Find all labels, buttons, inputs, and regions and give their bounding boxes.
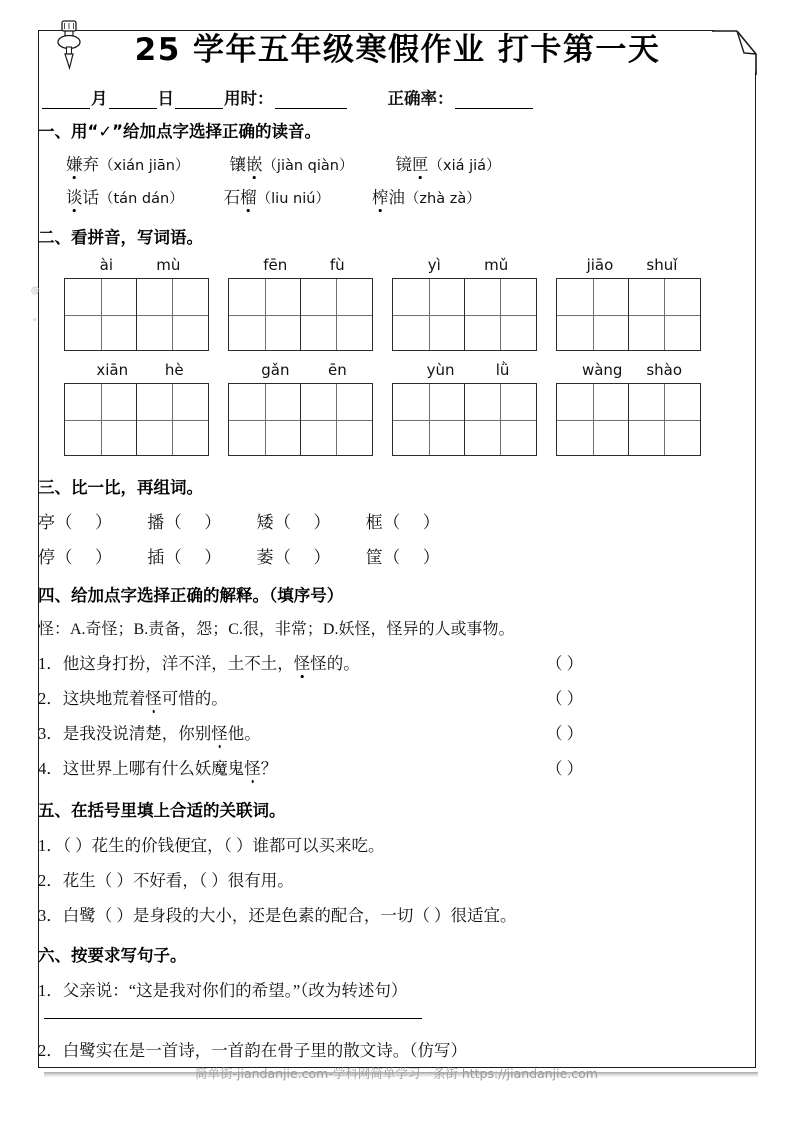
scan-artifact: @: [30, 285, 41, 297]
pinyin-choice-item: [224, 184, 330, 208]
word-text: 石榴: [224, 184, 257, 208]
pinyin-choice-item: [66, 184, 184, 208]
word-grid-cell: [64, 256, 216, 351]
question-item: 2．这块地荒着怪可惜的。 （ ）: [38, 685, 773, 709]
time-label: 用时：: [224, 89, 274, 108]
question-item[interactable]: 2．花生（ ）不好看，（ ）很有用。: [38, 871, 294, 890]
pinyin-options[interactable]: （tán dán）: [99, 191, 184, 207]
month-label: 月: [91, 89, 108, 108]
tianzige-box[interactable]: [300, 383, 373, 456]
day-label: 日: [157, 89, 174, 108]
time-value-blank[interactable]: [275, 93, 347, 109]
section-4-heading: 四、给加点字选择正确的解释。（填序号）: [38, 586, 344, 605]
tianzige-box[interactable]: [556, 278, 629, 351]
section-6-heading: 六、按要求写句子。: [38, 946, 187, 965]
word-grid-cell: [228, 361, 380, 456]
watermark: 简单街-jiandanjie.com-学科网简单学习一条街 https://jiandanjie.com: [194, 1066, 598, 1081]
pinyin-choice-row: [66, 184, 773, 208]
word-pair: 筐（ ）: [365, 548, 441, 567]
question-item[interactable]: 3．白鹭（ ）是身段的大小，还是色素的配合，一切（ ）很适宜。: [38, 906, 517, 925]
meta-line: [42, 85, 773, 109]
pinyin-label: lǜ: [495, 361, 510, 379]
word-grid-cell: [556, 361, 708, 456]
tianzige-box[interactable]: [228, 383, 301, 456]
pinyin-options[interactable]: （jiàn qiàn）: [262, 158, 354, 174]
dotted-char: 怪: [145, 685, 162, 709]
pinyin-label: ēn: [327, 361, 347, 379]
pinyin-label: yùn: [426, 361, 455, 379]
word-text: 谈话: [66, 184, 99, 208]
pinyin-choice-item: [372, 184, 481, 208]
question-item: 1．父亲说：“这是我对你们的希望。”（改为转述句）: [38, 981, 408, 1000]
dotted-char: 怪: [211, 720, 228, 744]
definition-list: 怪：A.奇怪；B.责备，怨；C.很，非常；D.妖怪，怪异的人或事物。: [38, 621, 515, 638]
word-pair: 矮（ ）: [256, 513, 331, 532]
pinyin-label: ài: [99, 256, 113, 274]
question-number: 2．: [38, 689, 63, 708]
word-pair-row: [38, 543, 773, 568]
pinyin-choice-item: [229, 151, 353, 175]
question-item: 2．白鹭实在是一首诗，一首韵在骨子里的散文诗。（仿写）: [38, 1041, 467, 1060]
pinyin-label: fù: [329, 256, 345, 274]
word-grid-cell: [392, 361, 544, 456]
accuracy-value-blank[interactable]: [455, 93, 533, 109]
worksheet-content: [22, 10, 773, 1061]
tianzige-box[interactable]: [64, 383, 137, 456]
pinyin-label: gǎn: [261, 361, 290, 379]
pinyin-label: fēn: [263, 256, 288, 274]
duration-blank[interactable]: [175, 93, 223, 109]
question-number: 4．: [38, 759, 63, 778]
pinyin-options[interactable]: （liu niú）: [256, 191, 330, 207]
tianzige-box[interactable]: [464, 278, 537, 351]
word-text: 嫌弃: [66, 151, 99, 175]
word-grid-cell: [64, 361, 216, 456]
tianzige-box[interactable]: [556, 383, 629, 456]
dotted-char: 怪: [294, 650, 311, 674]
word-pair: 停（ ）: [38, 548, 113, 567]
pinyin-label: wàng: [581, 361, 623, 379]
question-number: 3．: [38, 724, 63, 743]
tianzige-box[interactable]: [628, 383, 701, 456]
answer-bracket[interactable]: （ ）: [546, 689, 584, 708]
question-item[interactable]: 1．（ ）花生的价钱便宜，（ ）谁都可以买来吃。: [38, 836, 385, 855]
pinyin-choice-row: [66, 151, 773, 175]
word-pair: 插（ ）: [147, 548, 222, 567]
pinyin-label: jiāo: [586, 256, 614, 274]
pinyin-options[interactable]: （zhà zà）: [404, 191, 481, 207]
pinyin-label: mǔ: [484, 256, 509, 274]
word-text: 镶嵌: [229, 151, 262, 175]
section-5-heading: 五、在括号里填上合适的关联词。: [38, 801, 286, 820]
pinyin-label: xiān: [96, 361, 129, 379]
word-grid-cell: [392, 256, 544, 351]
pinyin-label: shào: [646, 361, 683, 379]
word-grid-cell: [228, 256, 380, 351]
answer-bracket[interactable]: （ ）: [546, 654, 584, 673]
pinyin-options[interactable]: （xiá jiá）: [428, 158, 501, 174]
word-pair: 亭（ ）: [38, 513, 113, 532]
answer-line[interactable]: [44, 1017, 422, 1019]
word-pair: 播（ ）: [147, 513, 222, 532]
question-item: 4．这世界上哪有什么妖魔鬼怪？ （ ）: [38, 755, 773, 779]
answer-bracket[interactable]: （ ）: [546, 724, 584, 743]
pinyin-choice-item: [396, 151, 501, 175]
pinyin-label: hè: [164, 361, 184, 379]
pinyin-options[interactable]: （xián jiān）: [99, 158, 190, 174]
tianzige-box[interactable]: [392, 278, 465, 351]
scan-artifact: ": [32, 317, 38, 329]
tianzige-box[interactable]: [228, 278, 301, 351]
question-item: 1．他这身打扮，洋不洋，土不土，怪怪的。 （ ）: [38, 650, 773, 674]
word-text: 镜匣: [396, 151, 429, 175]
tianzige-box[interactable]: [300, 278, 373, 351]
section-2-heading: 二、看拼音，写词语。: [38, 228, 203, 247]
question-number: 1．: [38, 654, 63, 673]
answer-bracket[interactable]: （ ）: [546, 759, 584, 778]
dotted-char: 怪: [244, 755, 261, 779]
pinyin-label: shuǐ: [646, 256, 678, 274]
section-3-heading: 三、比一比，再组词。: [38, 478, 203, 497]
word-pair: 框（ ）: [365, 513, 441, 532]
word-pair-row: [38, 508, 773, 533]
word-pair: 萎（ ）: [256, 548, 331, 567]
word-text: 榨油: [372, 184, 405, 208]
tianzige-row: [64, 256, 773, 351]
day-blank[interactable]: [109, 93, 157, 109]
tianzige-box[interactable]: [392, 383, 465, 456]
tianzige-box[interactable]: [136, 383, 209, 456]
pinyin-label: mù: [156, 256, 181, 274]
page-title: 25 学年五年级寒假作业 打卡第一天: [134, 32, 661, 68]
question-item: 3．是我没说清楚，你别怪他。 （ ）: [38, 720, 773, 744]
section-1-heading: 一、用“✓”给加点字选择正确的读音。: [38, 122, 322, 141]
pinyin-label: yì: [427, 256, 441, 274]
tianzige-box[interactable]: [464, 383, 537, 456]
tianzige-box[interactable]: [136, 278, 209, 351]
month-blank[interactable]: [42, 93, 90, 109]
pinyin-choice-item: [66, 151, 189, 175]
word-grid-cell: [556, 256, 708, 351]
accuracy-label: 正确率：: [387, 89, 454, 108]
tianzige-box[interactable]: [628, 278, 701, 351]
tianzige-row: [64, 361, 773, 456]
tianzige-box[interactable]: [64, 278, 137, 351]
